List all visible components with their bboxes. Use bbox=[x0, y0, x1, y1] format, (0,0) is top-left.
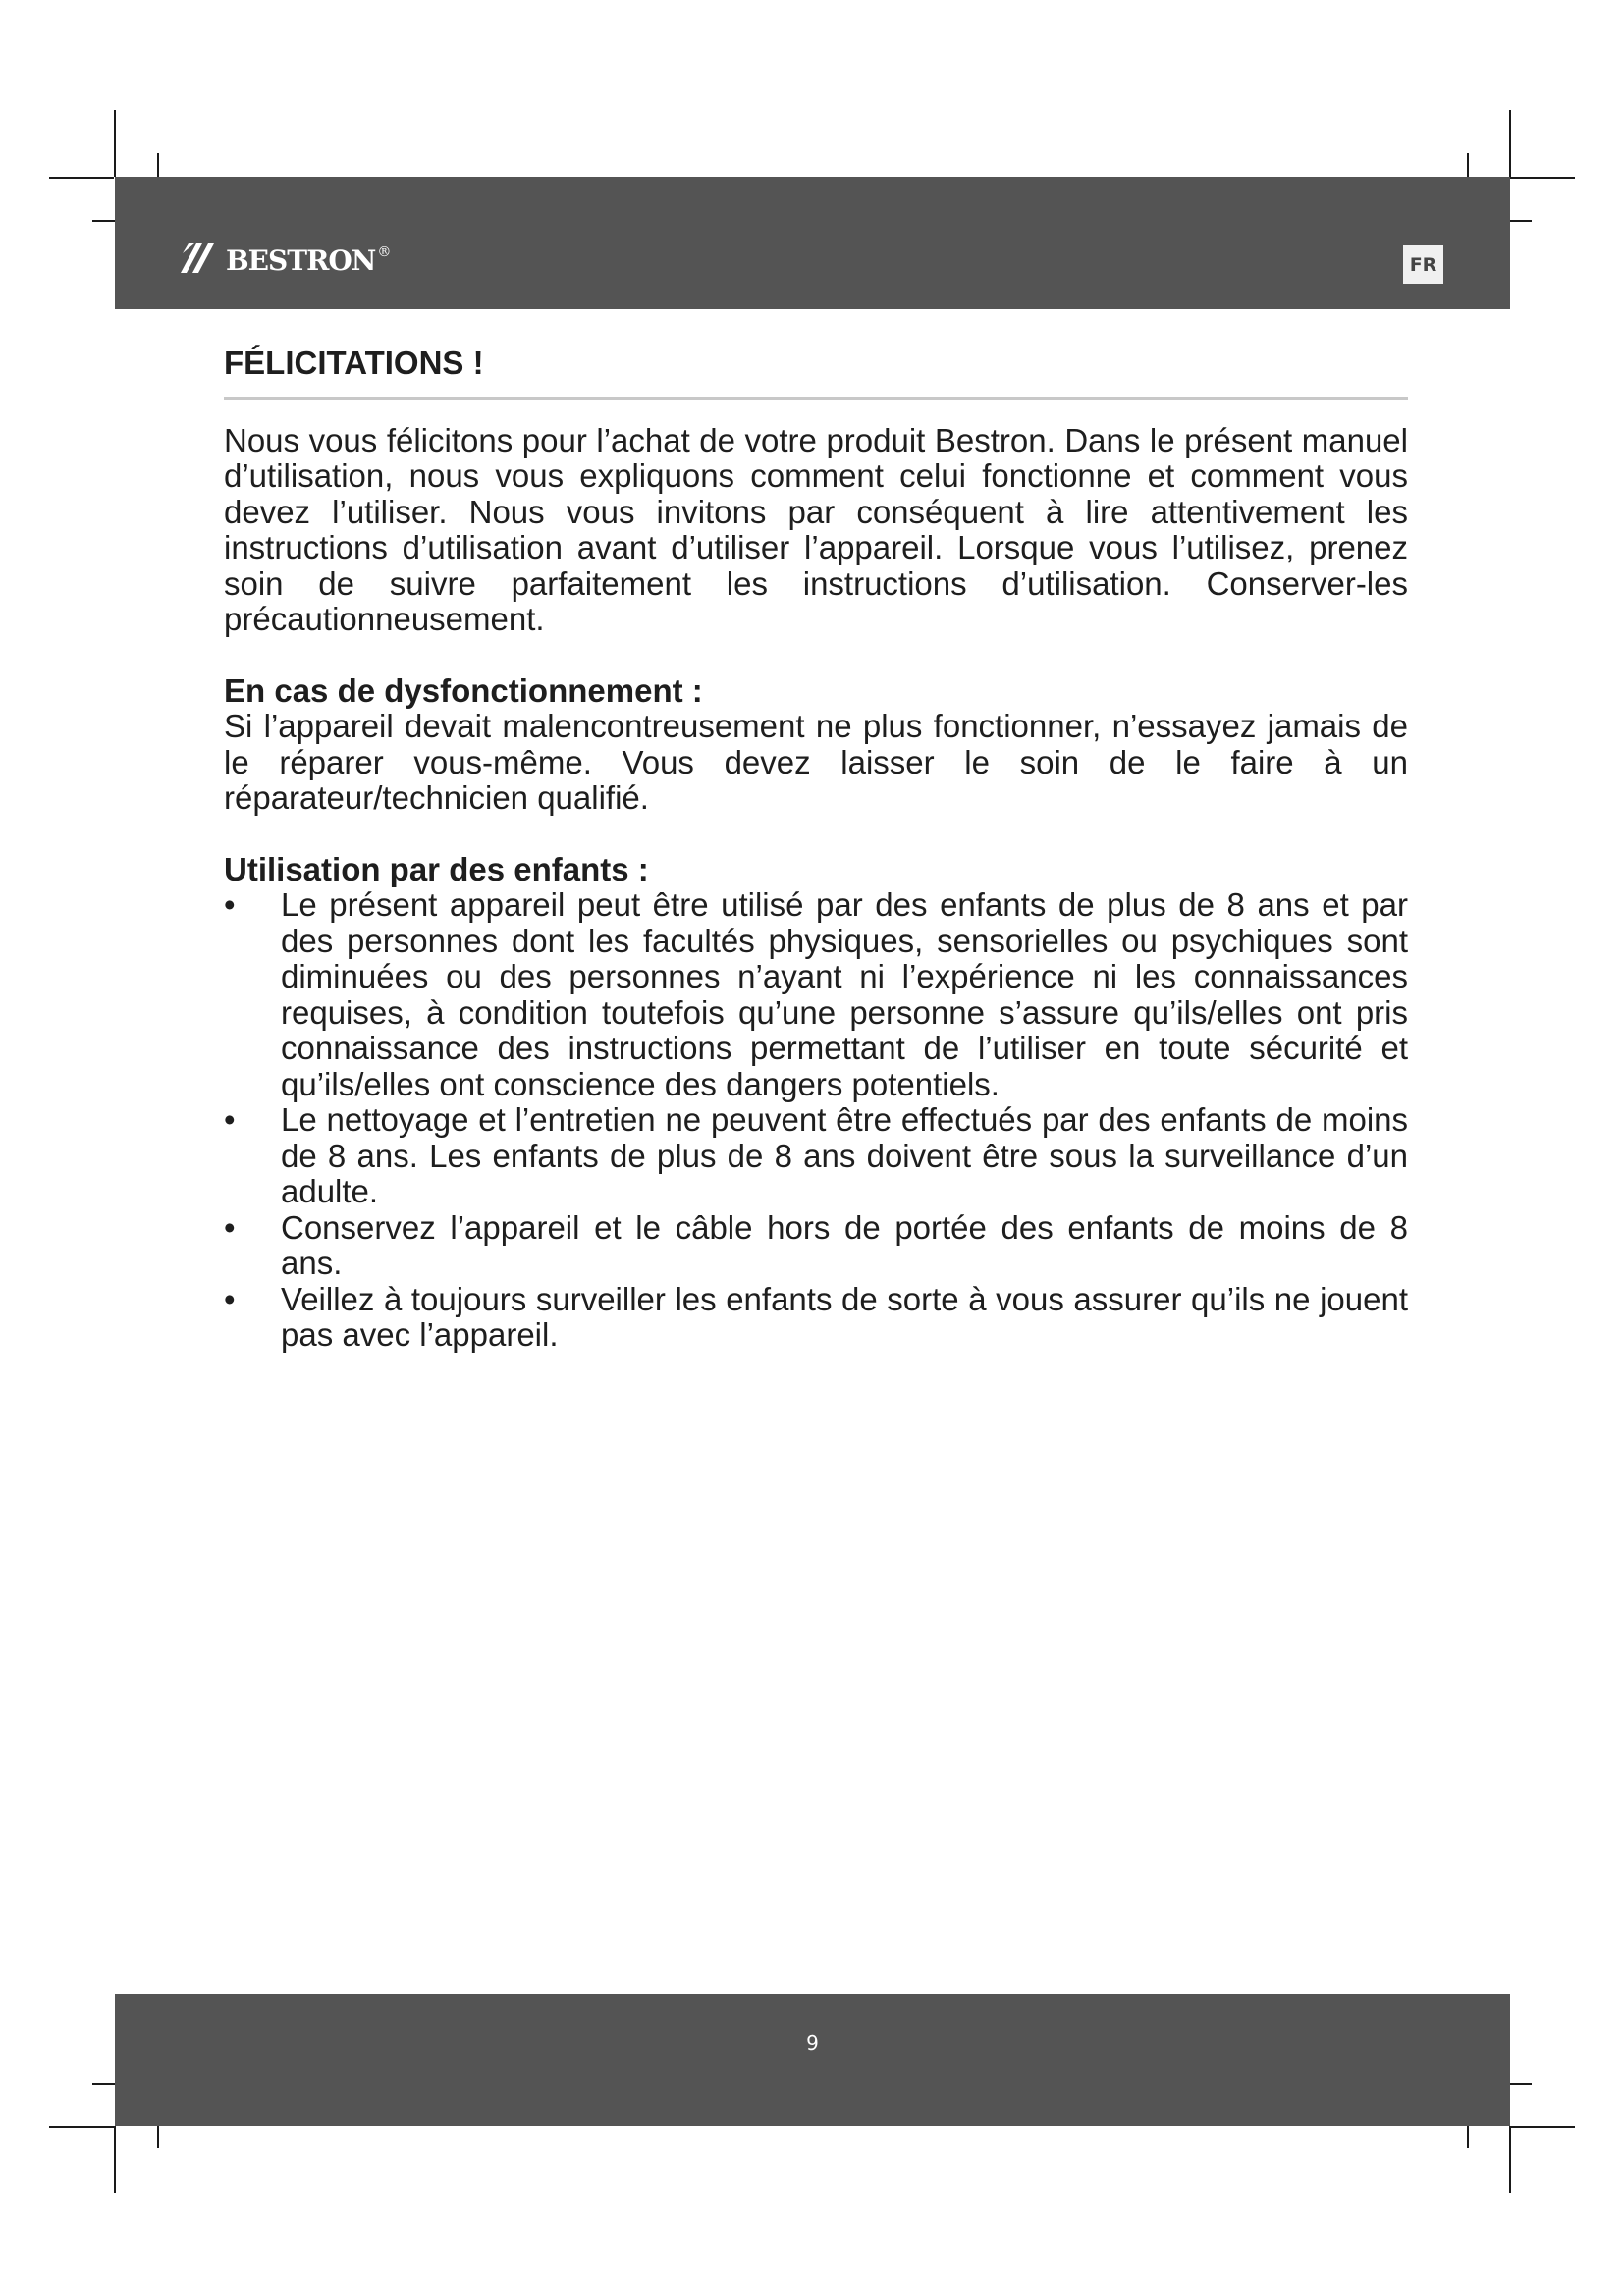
children-list bbox=[224, 887, 1408, 1354]
double-chevron-icon bbox=[179, 240, 218, 275]
language-badge: FR bbox=[1403, 245, 1443, 284]
bullet-icon: • bbox=[224, 886, 236, 924]
list-item bbox=[224, 887, 1408, 1102]
brand-logo bbox=[179, 234, 391, 280]
registered-mark: ® bbox=[377, 243, 391, 260]
main-content bbox=[224, 344, 1408, 1354]
crop-mark bbox=[1509, 2126, 1511, 2193]
page-title: FÉLICITATIONS ! bbox=[224, 345, 484, 381]
malfunction-heading: En cas de dysfonctionnement : bbox=[224, 671, 703, 709]
brand-name: bestron ® bbox=[226, 234, 391, 280]
children-heading: Utilisation par des enfants : bbox=[224, 850, 649, 887]
header-band bbox=[115, 177, 1510, 309]
crop-mark bbox=[114, 2126, 116, 2193]
crop-mark bbox=[114, 110, 116, 177]
footer-band bbox=[115, 1994, 1510, 2126]
title-divider bbox=[224, 397, 1408, 400]
crop-mark bbox=[1510, 2126, 1575, 2128]
list-item bbox=[224, 1102, 1408, 1210]
bullet-icon: • bbox=[224, 1208, 236, 1246]
crop-mark bbox=[1510, 177, 1575, 179]
crop-mark bbox=[49, 2126, 114, 2128]
list-item-text: Conservez l’appareil et le câble hors de portée des enfants de moins de 8 ans. bbox=[281, 1208, 1408, 1282]
list-item-text: Le nettoyage et l’entretien ne peuvent être effectués par des enfants de moins de 8 ans. Les enfants de plus de 8 ans doivent être sous la surveillance d’un adulte. bbox=[281, 1101, 1408, 1210]
page-number: 9 bbox=[806, 2031, 819, 2055]
intro-paragraph: Nous vous félicitons pour l’achat de votre produit Bestron. Dans le présent manuel d’utilisation, nous vous expliquons comment celui fonctionne et comment vous devez l’utiliser. Nous vous invitons par conséquent à lire attentivement les instructions d’utilisation avant d’utiliser l’appareil. Lorsque vous l’utilisez, prenez soin de suivre parfaitement les instructions d’utilisation. Conserver-les précautionneusement. bbox=[224, 421, 1408, 638]
malfunction-paragraph: Si l’appareil devait malencontreusement ne plus fonctionner, n’essayez jamais de le réparer vous-même. Vous devez laisser le soin de le faire à un réparateur/technicien qualifié. bbox=[224, 708, 1408, 817]
crop-mark bbox=[1509, 110, 1511, 177]
list-item bbox=[224, 1210, 1408, 1282]
list-item bbox=[224, 1282, 1408, 1354]
list-item-text: Veillez à toujours surveiller les enfants de sorte à vous assurer qu’ils ne jouent pas avec l’appareil. bbox=[281, 1280, 1408, 1354]
list-item-text: Le présent appareil peut être utilisé par des enfants de plus de 8 ans et par des personnes dont les facultés physiques, sensorielles ou psychiques sont diminuées ou des personnes n’ayant ni l’expérience ni les connaissances requises, à condition toutefois qu’une personne s’assure qu’ils/elles ont pris connaissance des instructions permettant de l’utiliser en toute sécurité et qu’ils/elles ont conscience des dangers potentiels. bbox=[281, 886, 1408, 1102]
crop-mark bbox=[49, 177, 114, 179]
bullet-icon: • bbox=[224, 1280, 236, 1317]
bullet-icon: • bbox=[224, 1101, 236, 1139]
